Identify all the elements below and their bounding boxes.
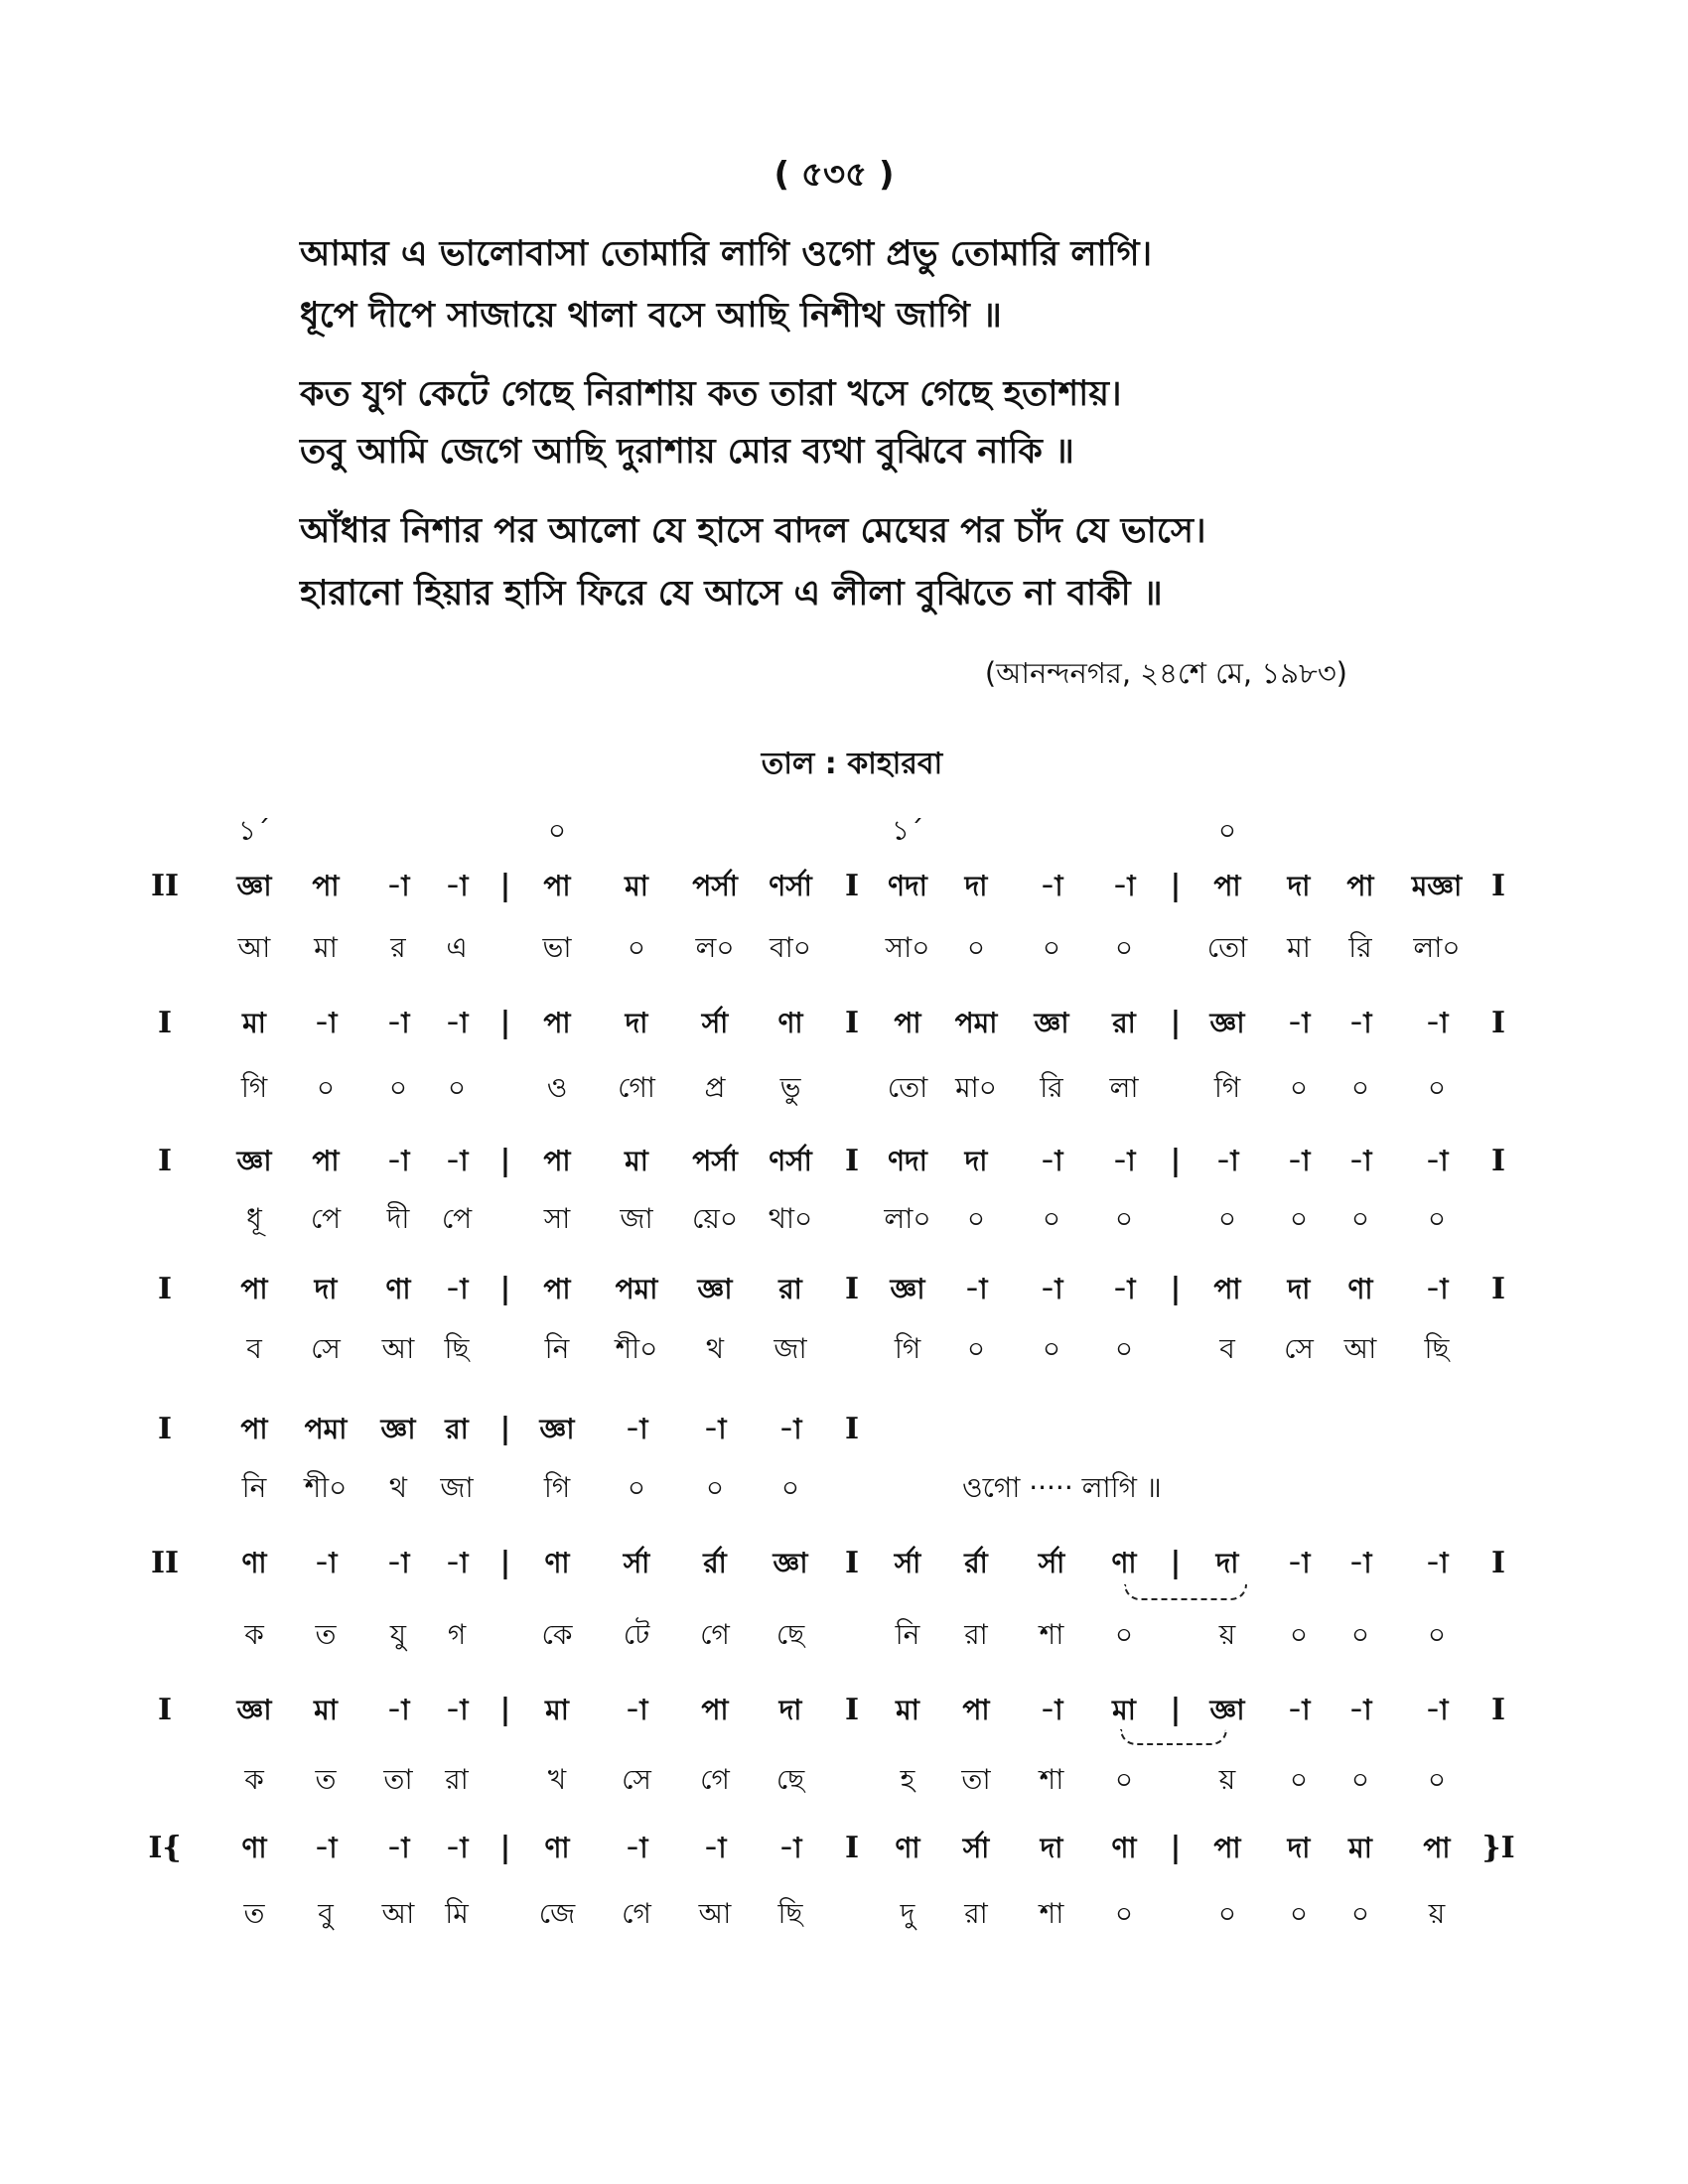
bar-line: I (1490, 1546, 1506, 1580)
lyric-syllable: ছে (775, 1763, 805, 1796)
lyric-syllable: বু (318, 1897, 334, 1930)
note-cell: মা (242, 1007, 266, 1039)
lyric-syllable: গি (543, 1471, 571, 1504)
note-cell: দা (1287, 1832, 1311, 1864)
bar-line: | (1170, 1693, 1182, 1727)
lyric-syllable: হ (900, 1763, 915, 1796)
lyric-syllable: ০ (780, 1471, 800, 1504)
lyric-syllable: ০ (388, 1071, 408, 1104)
note-cell: ণা (544, 1547, 570, 1579)
lyric-syllable: সে (311, 1332, 341, 1365)
lyric-syllable: ছি (777, 1897, 803, 1930)
lyric-syllable: শী০ (304, 1471, 348, 1504)
taal-mark: ০ (1217, 814, 1237, 847)
lyric-syllable: সা (543, 1202, 571, 1235)
lyric-syllable: ০ (1427, 1202, 1447, 1235)
note-cell: ণা (385, 1273, 411, 1305)
note-cell: মা (1112, 1694, 1136, 1726)
lyric-syllable: পে (310, 1202, 342, 1235)
note-cell: -া (1040, 1694, 1063, 1726)
note-cell: -া (625, 1832, 648, 1864)
note-cell: -া (703, 1413, 727, 1445)
note-cell: -া (386, 870, 410, 902)
note-cell: দা (314, 1273, 338, 1305)
lyric-syllable: সে (1284, 1332, 1314, 1365)
lyric-syllable: য় (1218, 1618, 1236, 1651)
lyric-syllable: ০ (1217, 1897, 1237, 1930)
lyric-syllable: জা (620, 1202, 653, 1235)
bar-line: I (157, 1006, 173, 1040)
lyric-syllable: ব (246, 1332, 262, 1365)
bar-line: | (499, 1831, 511, 1865)
note-cell: -া (445, 1694, 469, 1726)
lyric-syllable: মি (445, 1897, 469, 1930)
note-cell: -া (445, 870, 469, 902)
note-cell: পা (1213, 1273, 1241, 1305)
note-cell: -া (386, 1007, 410, 1039)
lyric-syllable: তা (961, 1763, 991, 1796)
note-cell: দা (625, 1007, 648, 1039)
note-cell: দা (1040, 1832, 1063, 1864)
lyric-syllable: য়ে০ (691, 1202, 739, 1235)
lyric-syllable: গি (240, 1071, 268, 1104)
lyric-syllable: প্র (704, 1071, 726, 1104)
note-cell: ণদা (888, 870, 927, 902)
note-cell: ণা (895, 1832, 920, 1864)
lyric-syllable: ০ (1114, 1897, 1134, 1930)
note-cell: -া (386, 1832, 410, 1864)
lyric-syllable: আ (237, 931, 271, 964)
lyric-syllable: এ (446, 931, 468, 964)
note-cell: দা (964, 870, 988, 902)
note-cell: -া (445, 1832, 469, 1864)
bar-line: I (1490, 1144, 1506, 1178)
lyric-syllable: লা০ (884, 1202, 931, 1235)
note-cell: -া (1287, 1694, 1311, 1726)
lyric-syllable: ভা (542, 931, 572, 964)
note-cell: র্রা (964, 1547, 988, 1579)
lyric-syllable: ০ (627, 1471, 646, 1504)
lyric-syllable: তো (887, 1071, 928, 1104)
lyric-syllable: শা (1039, 1618, 1064, 1651)
lyric-syllable: সে (622, 1763, 651, 1796)
note-cell: -া (314, 1832, 338, 1864)
note-cell: পা (543, 1145, 571, 1177)
note-cell: জ্ঞা (1209, 1694, 1245, 1726)
bar-line: }I (1481, 1831, 1515, 1865)
note-cell: মা (314, 1694, 338, 1726)
bar-line: | (1170, 1546, 1182, 1580)
note-cell: মা (625, 870, 648, 902)
bar-line: | (499, 869, 511, 903)
lyric-syllable: থা০ (768, 1202, 813, 1235)
note-cell: পা (543, 1007, 571, 1039)
note-cell: মা (1348, 1832, 1372, 1864)
note-cell: -া (1112, 1273, 1136, 1305)
bar-line: | (1170, 1272, 1182, 1306)
lyric-line: তবু আমি জেগে আছি দুরাশায় মোর ব্যথা বুঝিবে নাকি ॥ (300, 432, 1074, 472)
note-cell: জ্ঞা (539, 1413, 575, 1445)
lyric-syllable: ছি (1424, 1332, 1450, 1365)
note-cell: -া (1040, 1273, 1063, 1305)
note-cell: পমা (954, 1007, 998, 1039)
lyric-syllable: ০ (1042, 931, 1061, 964)
note-cell: -া (1348, 1145, 1372, 1177)
lyric-syllable: ০ (1350, 1618, 1370, 1651)
lyric-syllable: ০ (1114, 1202, 1134, 1235)
lyric-syllable: ০ (1427, 1763, 1447, 1796)
note-cell: দা (964, 1145, 988, 1177)
note-cell: দা (1287, 1273, 1311, 1305)
note-cell: পা (1423, 1832, 1451, 1864)
note-cell: পা (1213, 870, 1241, 902)
lyric-syllable: গে (622, 1897, 651, 1930)
note-cell: -া (1348, 1007, 1372, 1039)
note-cell: জ্ঞা (1034, 1007, 1069, 1039)
note-cell: -া (778, 1832, 802, 1864)
note-cell: জ্ঞা (236, 1145, 272, 1177)
lyric-syllable: ০ (1350, 1763, 1370, 1796)
note-cell: ণা (1347, 1273, 1373, 1305)
note-cell: -া (964, 1273, 988, 1305)
note-cell: -া (445, 1007, 469, 1039)
lyric-syllable: ০ (1042, 1202, 1061, 1235)
note-cell: মজ্ঞা (1411, 870, 1463, 902)
note-cell: -া (386, 1694, 410, 1726)
bar-line: I (157, 1272, 173, 1306)
note-cell: -া (1287, 1547, 1311, 1579)
lyric-syllable: ০ (966, 1332, 986, 1365)
taal-mark: ১´ (237, 814, 271, 847)
bar-line: I (844, 1272, 860, 1306)
bar-line: | (1170, 869, 1182, 903)
slur-mark (1120, 1729, 1227, 1745)
note-cell: ণদা (888, 1145, 927, 1177)
note-cell: জ্ঞা (1209, 1007, 1245, 1039)
lyric-syllable: থ (705, 1332, 725, 1365)
note-cell: ণর্সা (769, 1145, 812, 1177)
note-cell: ণা (241, 1832, 267, 1864)
lyric-syllable: ০ (627, 931, 646, 964)
bar-line: I (844, 1546, 860, 1580)
lyric-syllable: ০ (1114, 1332, 1134, 1365)
lyric-syllable: দু (900, 1897, 915, 1930)
lyric-syllable: ০ (1427, 1071, 1447, 1104)
lyric-syllable: ছি (444, 1332, 470, 1365)
note-cell: ণা (1111, 1832, 1137, 1864)
note-cell: পা (312, 1145, 340, 1177)
lyric-syllable: জা (774, 1332, 807, 1365)
note-cell: পা (543, 870, 571, 902)
lyric-syllable: ত (243, 1897, 265, 1930)
lyric-line: আঁধার নিশার পর আলো যে হাসে বাদল মেঘের পর চাঁদ যে ভাসে। (300, 511, 1206, 551)
lyric-syllable: মা (1287, 931, 1311, 964)
bar-line: I (844, 1144, 860, 1178)
bar-line: | (499, 1144, 511, 1178)
lyric-syllable: থ (388, 1471, 408, 1504)
lyric-syllable: আ (1343, 1332, 1377, 1365)
lyric-line: কত যুগ কেটে গেছে নিরাশায় কত তারা খসে গেছে হতাশায়। (300, 374, 1122, 414)
lyric-syllable: আ (698, 1897, 732, 1930)
lyric-syllable: বা০ (770, 931, 811, 964)
lyric-syllable: ০ (1350, 1897, 1370, 1930)
lyric-syllable: ভু (779, 1071, 801, 1104)
lyric-syllable: গে (700, 1618, 730, 1651)
note-cell: পর্সা (692, 1145, 738, 1177)
note-cell: পমা (615, 1273, 658, 1305)
note-cell: -া (1287, 1145, 1311, 1177)
lyric-syllable: কে (541, 1618, 573, 1651)
note-cell: -া (445, 1145, 469, 1177)
lyric-syllable: পে (441, 1202, 473, 1235)
lyric-syllable: গি (894, 1332, 921, 1365)
bar-line: I{ (148, 1831, 182, 1865)
note-cell: ণা (241, 1547, 267, 1579)
lyric-syllable: ০ (1289, 1618, 1309, 1651)
note-cell: পা (894, 1007, 921, 1039)
composition-attribution: (আনন্দনগর, ২৪শে মে, ১৯৮৩) (984, 656, 1347, 690)
lyric-syllable: ছে (775, 1618, 805, 1651)
lyric-syllable: সা০ (885, 931, 930, 964)
note-cell: দা (778, 1694, 802, 1726)
lyric-syllable: লা০ (1413, 931, 1461, 964)
page-number: ( ৫৩৫ ) (774, 155, 895, 195)
lyric-syllable: ০ (966, 931, 986, 964)
lyric-syllable: রা (445, 1763, 469, 1796)
note-cell: মা (625, 1145, 648, 1177)
lyric-syllable: য় (1428, 1897, 1446, 1930)
lyric-syllable: ০ (1289, 1763, 1309, 1796)
note-cell: ণা (1111, 1547, 1137, 1579)
note-cell: মা (896, 1694, 919, 1726)
lyric-line: আমার এ ভালোবাসা তোমারি লাগি ওগো প্রভু তোমারি লাগি। (300, 234, 1153, 274)
lyric-syllable: ০ (447, 1071, 467, 1104)
lyric-line: হারানো হিয়ার হাসি ফিরে যে আসে এ লীলা বুঝিতে না বাকী ॥ (300, 574, 1163, 614)
lyric-syllable: ব (1219, 1332, 1235, 1365)
taal-mark: ০ (547, 814, 567, 847)
lyric-syllable: ক (244, 1763, 264, 1796)
note-cell: জ্ঞা (380, 1413, 416, 1445)
note-cell: -া (1215, 1145, 1239, 1177)
lyric-syllable: ০ (1114, 1618, 1134, 1651)
note-cell: ণা (777, 1007, 803, 1039)
note-cell: -া (314, 1547, 338, 1579)
lyric-syllable: ০ (1042, 1332, 1061, 1365)
lyric-syllable: ০ (705, 1471, 725, 1504)
note-cell: পা (962, 1694, 990, 1726)
lyric-syllable: আ (381, 1897, 415, 1930)
bar-line: | (1170, 1831, 1182, 1865)
note-cell: রা (1112, 1007, 1136, 1039)
bar-line: I (844, 1693, 860, 1727)
lyric-syllable: শা (1039, 1897, 1064, 1930)
lyric-syllable: জা (440, 1471, 474, 1504)
note-cell: -া (1112, 1145, 1136, 1177)
note-cell: -া (1348, 1547, 1372, 1579)
lyric-syllable: ০ (966, 1202, 986, 1235)
lyric-syllable: আ (381, 1332, 415, 1365)
note-cell: -া (1040, 870, 1063, 902)
note-cell: -া (1040, 1145, 1063, 1177)
lyric-syllable: তো (1206, 931, 1248, 964)
bar-line: II (150, 869, 180, 903)
bar-line: II (150, 1546, 180, 1580)
lyric-syllable: গো (618, 1071, 655, 1104)
lyric-syllable: গে (700, 1763, 730, 1796)
note-cell: জ্ঞা (890, 1273, 925, 1305)
note-cell: পা (1213, 1832, 1241, 1864)
lyric-syllable: জে (538, 1897, 576, 1930)
note-cell: র্সা (701, 1007, 729, 1039)
lyric-syllable: ০ (1289, 1071, 1309, 1104)
slur-mark (1124, 1584, 1247, 1600)
note-cell: র্রা (703, 1547, 727, 1579)
note-cell: র্সা (623, 1547, 650, 1579)
note-cell: -া (1348, 1694, 1372, 1726)
note-cell: -া (445, 1273, 469, 1305)
note-cell: র্সা (1038, 1547, 1065, 1579)
taal-mark: ১´ (891, 814, 924, 847)
lyric-syllable: গি (1213, 1071, 1241, 1104)
lyric-syllable: রা (964, 1618, 988, 1651)
note-cell: র্সা (962, 1832, 990, 1864)
bar-line: I (844, 1006, 860, 1040)
note-cell: পা (701, 1694, 729, 1726)
bar-line: I (157, 1693, 173, 1727)
note-cell: পমা (304, 1413, 348, 1445)
note-cell: পা (543, 1273, 571, 1305)
lyric-syllable: ০ (1114, 1763, 1134, 1796)
lyric-syllable: নি (241, 1471, 267, 1504)
lyric-syllable: ও (546, 1071, 568, 1104)
lyric-syllable: ০ (1289, 1202, 1309, 1235)
lyric-syllable: রি (1348, 931, 1372, 964)
note-cell: দা (1215, 1547, 1239, 1579)
repeat-lyric-cue: ওগো ····· লাগি ॥ (962, 1471, 1162, 1504)
note-cell: র্সা (894, 1547, 921, 1579)
note-cell: জ্ঞা (236, 1694, 272, 1726)
lyric-syllable: ধূ (246, 1202, 262, 1235)
note-cell: পা (240, 1413, 268, 1445)
note-cell: -া (703, 1832, 727, 1864)
lyric-syllable: রা (964, 1897, 988, 1930)
lyric-syllable: দী (386, 1202, 410, 1235)
bar-line: I (157, 1412, 173, 1446)
bar-line: | (1170, 1144, 1182, 1178)
note-cell: পা (1346, 870, 1374, 902)
note-cell: -া (1287, 1007, 1311, 1039)
lyric-syllable: ০ (1114, 931, 1134, 964)
lyric-syllable: ত (315, 1763, 337, 1796)
lyric-syllable: ০ (1427, 1618, 1447, 1651)
note-cell: রা (778, 1273, 802, 1305)
note-cell: পা (240, 1273, 268, 1305)
note-cell: -া (1425, 1145, 1449, 1177)
bar-line: | (499, 1412, 511, 1446)
lyric-syllable: যু (389, 1618, 407, 1651)
bar-line: | (499, 1546, 511, 1580)
note-cell: মা (545, 1694, 569, 1726)
lyric-syllable: ০ (1217, 1202, 1237, 1235)
lyric-syllable: মা (314, 931, 338, 964)
note-cell: জ্ঞা (773, 1547, 808, 1579)
taal-heading: তাল : কাহারবা (761, 747, 943, 781)
lyric-syllable: টে (623, 1618, 650, 1651)
bar-line: I (844, 869, 860, 903)
note-cell: জ্ঞা (697, 1273, 733, 1305)
note-cell: -া (386, 1145, 410, 1177)
lyric-syllable: লা (1109, 1071, 1139, 1104)
bar-line: | (499, 1272, 511, 1306)
note-cell: -া (1425, 1273, 1449, 1305)
lyric-syllable: শী০ (615, 1332, 658, 1365)
note-cell: রা (445, 1413, 469, 1445)
note-cell: জ্ঞা (236, 870, 272, 902)
bar-line: I (844, 1831, 860, 1865)
note-cell: দা (1287, 870, 1311, 902)
bar-line: I (1490, 1006, 1506, 1040)
lyric-syllable: ০ (1350, 1071, 1370, 1104)
lyric-syllable: ০ (316, 1071, 336, 1104)
bar-line: I (157, 1144, 173, 1178)
note-cell: -া (314, 1007, 338, 1039)
lyric-syllable: শা (1039, 1763, 1064, 1796)
lyric-syllable: ০ (1289, 1897, 1309, 1930)
note-cell: -া (1425, 1007, 1449, 1039)
note-cell: -া (1425, 1547, 1449, 1579)
lyric-syllable: য় (1218, 1763, 1236, 1796)
note-cell: -া (386, 1547, 410, 1579)
bar-line: | (1170, 1006, 1182, 1040)
bar-line: I (1490, 869, 1506, 903)
bar-line: I (844, 1412, 860, 1446)
note-cell: পর্সা (692, 870, 738, 902)
note-cell: -া (1112, 870, 1136, 902)
lyric-syllable: খ (547, 1763, 567, 1796)
lyric-syllable: তা (383, 1763, 413, 1796)
bar-line: I (1490, 1693, 1506, 1727)
bar-line: | (499, 1693, 511, 1727)
note-cell: পা (312, 870, 340, 902)
lyric-syllable: গ (447, 1618, 467, 1651)
note-cell: -া (625, 1694, 648, 1726)
lyric-syllable: ০ (1350, 1202, 1370, 1235)
note-cell: -া (625, 1413, 648, 1445)
note-cell: -া (778, 1413, 802, 1445)
note-cell: -া (1425, 1694, 1449, 1726)
bar-line: I (1490, 1272, 1506, 1306)
lyric-syllable: ত (315, 1618, 337, 1651)
note-cell: ণর্সা (769, 870, 812, 902)
bar-line: | (499, 1006, 511, 1040)
lyric-line: ধূপে দীপে সাজায়ে থালা বসে আছি নিশীথ জাগি ॥ (300, 296, 1002, 336)
lyric-syllable: ক (244, 1618, 264, 1651)
note-cell: ণা (544, 1832, 570, 1864)
lyric-syllable: নি (544, 1332, 570, 1365)
note-cell: -া (445, 1547, 469, 1579)
lyric-syllable: রি (1040, 1071, 1063, 1104)
lyric-syllable: র (390, 931, 406, 964)
lyric-syllable: মা০ (955, 1071, 997, 1104)
lyric-syllable: ল০ (695, 931, 735, 964)
lyric-syllable: নি (895, 1618, 920, 1651)
